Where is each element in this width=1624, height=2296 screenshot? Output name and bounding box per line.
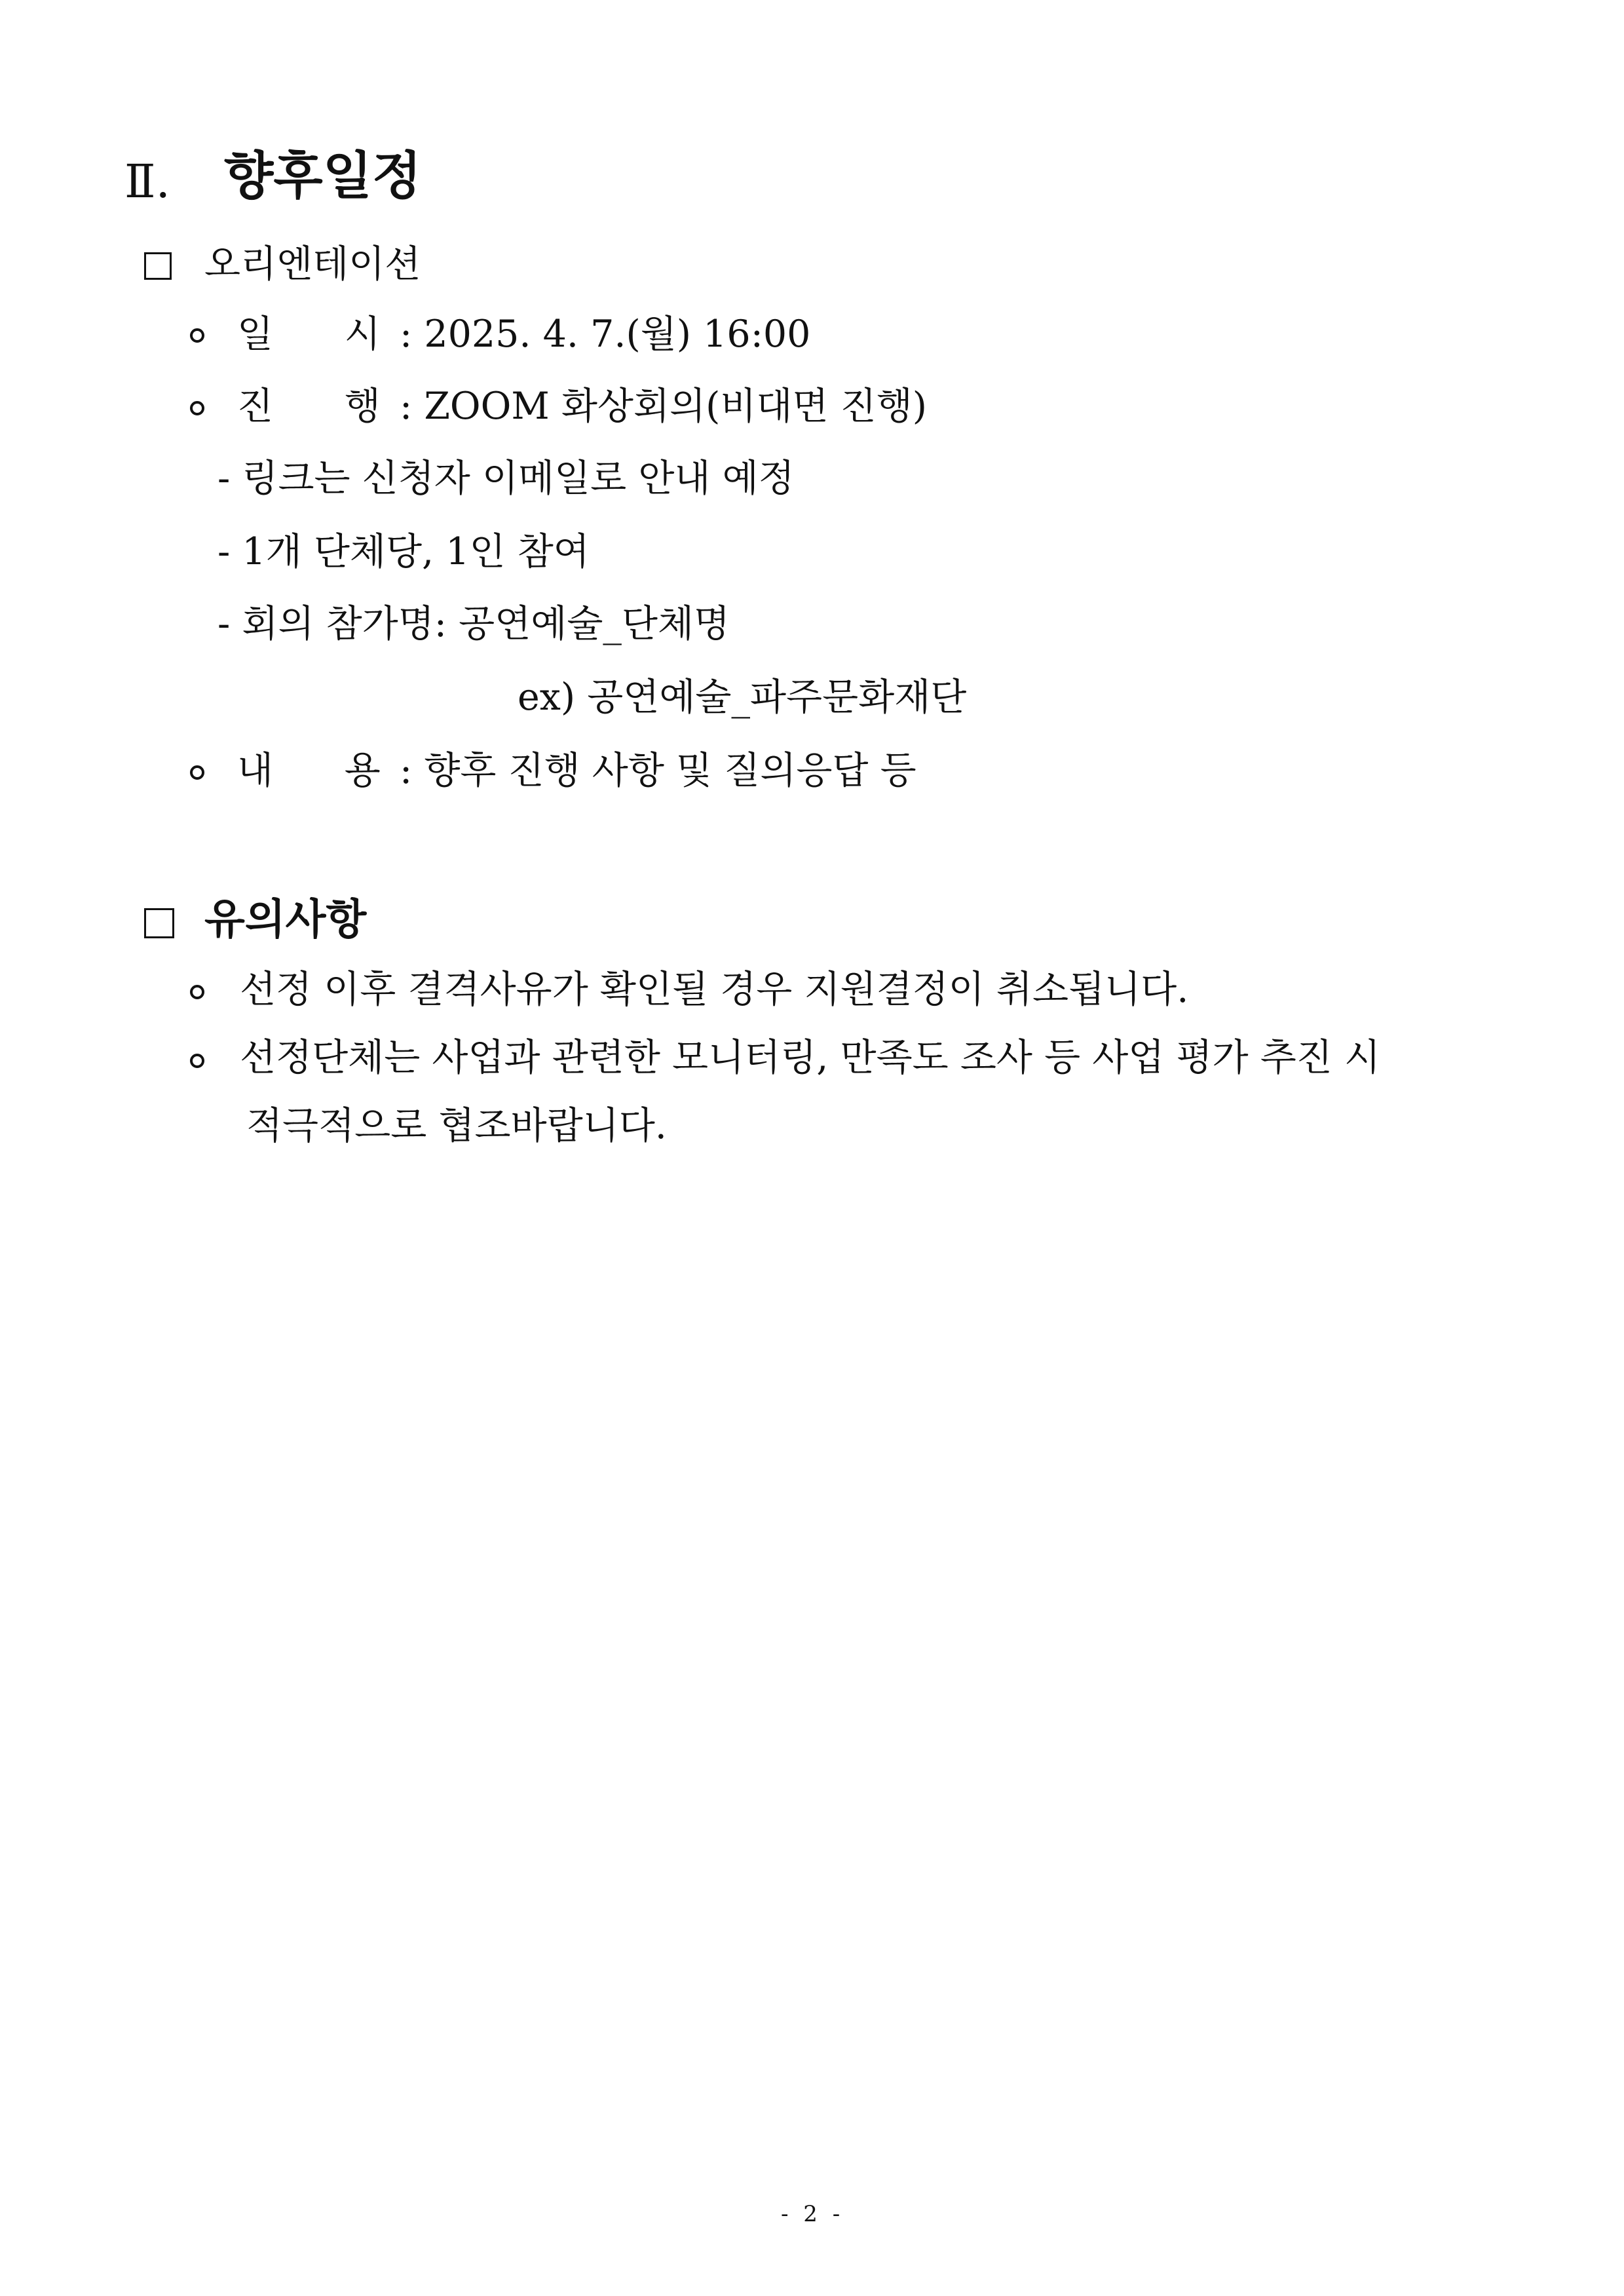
circle-bullet-icon [190, 1054, 204, 1068]
circle-bullet-icon [190, 985, 204, 999]
content-value: : 향후 진행 사항 및 질의응답 등 [400, 749, 916, 792]
page-number: - 2 - [781, 2201, 844, 2227]
note-item-continued: 적극적으로 협조바랍니다. [246, 1104, 667, 1147]
circle-bullet-icon [190, 401, 204, 415]
date-value: : 2025. 4. 7.(월) 16:00 [400, 313, 811, 356]
checkbox-square-icon [144, 252, 172, 280]
page-title: 향후일정 [224, 147, 422, 206]
note-item: 선정단체는 사업과 관련한 모니터링, 만족도 조사 등 사업 평가 추진 시 [240, 1036, 1381, 1079]
progress-label: 진 행 [237, 385, 381, 428]
notes-heading: 유의사항 [204, 896, 367, 944]
section-number: Ⅱ. [124, 155, 170, 208]
detail-line: - 1개 단체당, 1인 참여 [217, 530, 590, 573]
content-label: 내 용 [237, 749, 381, 792]
orientation-heading: 오리엔테이션 [204, 242, 421, 286]
checkbox-square-icon [144, 908, 174, 938]
date-label: 일 시 [237, 313, 381, 356]
example-line: ex) 공연예술_파주문화재단 [518, 676, 967, 719]
detail-line: - 링크는 신청자 이메일로 안내 예정 [217, 457, 795, 500]
note-item: 선정 이후 결격사유가 확인될 경우 지원결정이 취소됩니다. [240, 968, 1189, 1011]
detail-line: - 회의 참가명: 공연예술_단체명 [217, 602, 730, 645]
circle-bullet-icon [190, 765, 204, 780]
progress-value: : ZOOM 화상회의(비대면 진행) [400, 385, 928, 428]
circle-bullet-icon [190, 328, 204, 343]
